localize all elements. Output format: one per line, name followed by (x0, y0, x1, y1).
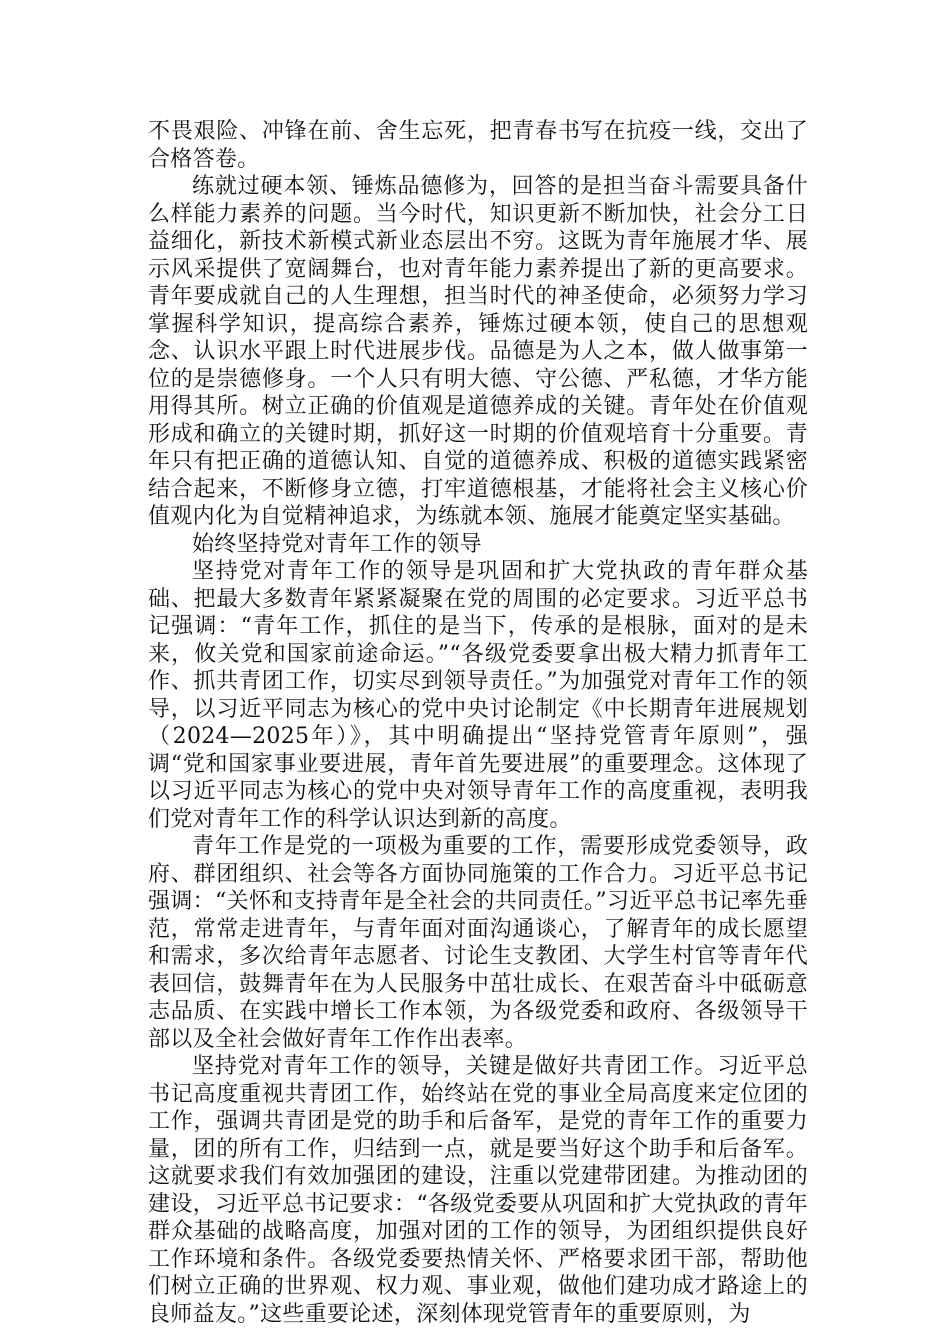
paragraph-youth-work: 青年工作是党的一项极为重要的工作，需要形成党委领导，政府、群团组织、社会等各方面协同施策的工作合力。习近平总书记强调：“关怀和支持青年是全社会的共同责任。”习近平总书记率先垂范，常常走进青年，与青年面对面沟通谈心，了解青年的成长愿望和需求，多次给青年志愿者、讨论生支教团、大学生村官等青年代表回信，鼓舞青年在为人民服务中茁壮成长、在艰苦奋斗中砥砺意志品质、在实践中增长工作本领，为各级党委和政府、各级领导干部以及全社会做好青年工作作出表率。 (148, 834, 808, 1052)
paragraph-party-leadership: 坚持党对青年工作的领导是巩固和扩大党执政的青年群众基础、把最大多数青年紧紧凝聚在党的周围的必定要求。习近平总书记强调：“青年工作，抓住的是当下，传承的是根脉，面对的是未来，攸关党和国家前途命运。”“各级党委要拿出极大精力抓青年工作、抓共青团工作，切实尽到领导责任。”为加强党对青年工作的领导，以习近平同志为核心的党中央讨论制定《中长期青年进展规划（2024—2025年）》，其中明确提出“坚持党管青年原则”，强调“党和国家事业要进展，青年首先要进展”的重要理念。这体现了以习近平同志为核心的党中央对领导青年工作的高度重视，表明我们党对青年工作的科学认识达到新的高度。 (148, 559, 808, 832)
document-page (148, 118, 808, 1328)
paragraph-youth-league: 坚持党对青年工作的领导，关键是做好共青团工作。习近平总书记高度重视共青团工作，始终站在党的事业全局高度来定位团的工作，强调共青团是党的助手和后备军，是党的青年工作的重要力量，团的所有工作，归结到一点，就是要当好这个助手和后备军。这就要求我们有效加强团的建设，注重以党建带团建。为推动团的建设，习近平总书记要求：“各级党委要从巩固和扩大党执政的青年群众基础的战略高度，加强对团的工作的领导，为团组织提供良好工作环境和条件。各级党委要热情关怀、严格要求团干部，帮助他们树立正确的世界观、权力观、事业观，做他们建功成才路途上的良师益友。”这些重要论述，深刻体现党管青年的重要原则，为 (148, 1054, 808, 1327)
paragraph-ability-virtue: 练就过硬本领、锤炼品德修为，回答的是担当奋斗需要具备什么样能力素养的问题。当今时代，知识更新不断加快，社会分工日益细化，新技术新模式新业态层出不穷。这既为青年施展才华、展示风采提供了宽阔舞台，也对青年能力素养提出了新的更高要求。青年要成就自己的人生理想，担当时代的神圣使命，必须努力学习掌握科学知识，提高综合素养，锤炼过硬本领，使自己的思想观念、认识水平跟上时代进展步伐。品德是为人之本，做人做事第一位的是崇德修身。一个人只有明大德、守公德、严私德，才华方能用得其所。树立正确的价值观是道德养成的关键。青年处在价值观形成和确立的关键时期，抓好这一时期的价值观培育十分重要。青年只有把正确的道德认知、自觉的道德养成、积极的道德实践紧密结合起来，不断修身立德，打牢道德根基，才能将社会主义核心价值观内化为自觉精神追求，为练就本领、施展才能奠定坚实基础。 (148, 174, 808, 529)
paragraph-continuation: 不畏艰险、冲锋在前、舍生忘死，把青春书写在抗疫一线，交出了合格答卷。 (148, 119, 808, 172)
section-heading: 始终坚持党对青年工作的领导 (192, 531, 482, 557)
